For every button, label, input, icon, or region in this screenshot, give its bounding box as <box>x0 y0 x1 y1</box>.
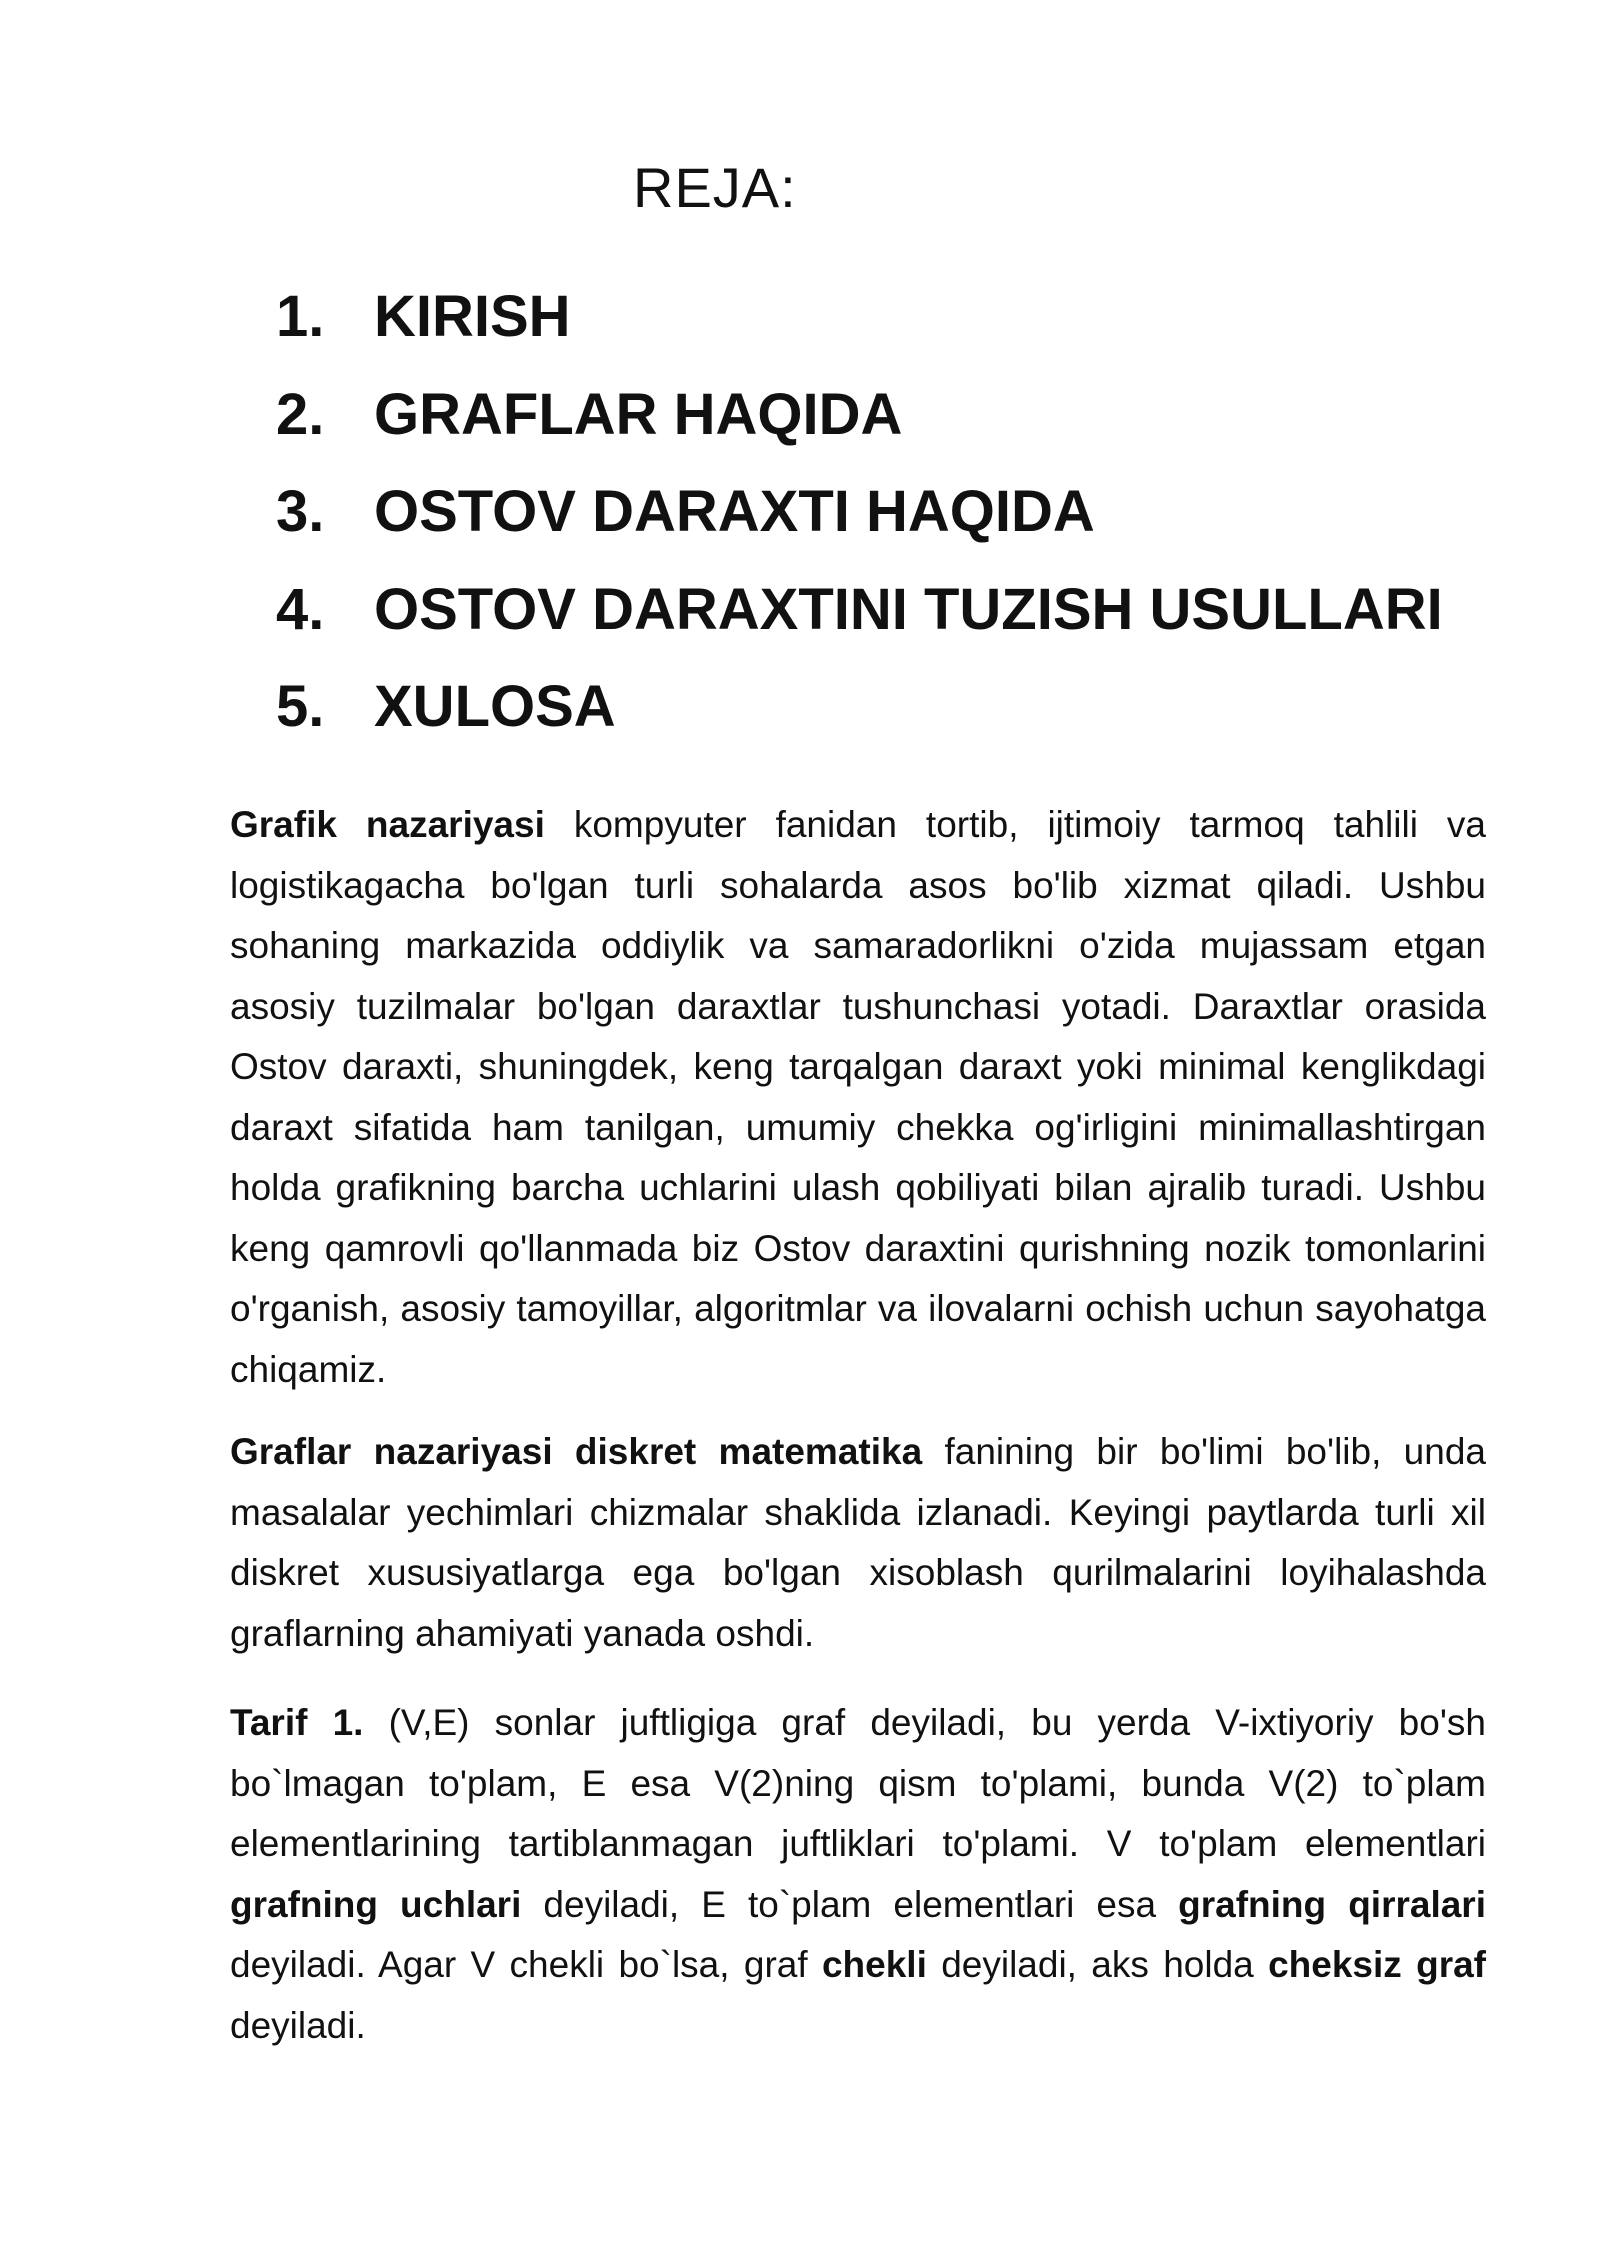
bold-term: chekli <box>821 1944 927 1985</box>
paragraph-text: deyiladi. <box>230 2004 366 2046</box>
plan-item-label: GRAFLAR HAQIDA <box>374 381 903 447</box>
paragraph-intro <box>230 795 1486 1400</box>
page-title: REJA: <box>633 156 797 219</box>
plan-item <box>276 674 1443 776</box>
plan-item <box>276 381 1443 484</box>
plan-item-label: OSTOV DARAXTINI TUZISH USULLARI <box>374 576 1443 642</box>
definition-label: Tarif 1. <box>230 1702 364 1743</box>
plan-list <box>276 284 1443 776</box>
bold-term: grafning qirralari <box>1178 1883 1486 1925</box>
plan-item-number: 5. <box>276 674 325 739</box>
plan-item <box>276 576 1443 679</box>
plan-item <box>276 284 1443 386</box>
paragraph-text: (V,E) sonlar juftligiga graf deyiladi, bu yerda V-ixtiyoriy bo'sh bo`lmagan to'plam, E esa V(2)ning qism to'plami, bunda V(2) to`plam elementlarining tartiblanmagan juftliklari to'plami. V to'plam elementlari <box>230 1702 1486 1864</box>
paragraph-text: deyiladi. Agar V chekli bo`lsa, graf <box>230 1944 822 1985</box>
plan-item-label: KIRISH <box>374 284 571 349</box>
plan-item-number: 4. <box>276 576 325 642</box>
plan-item <box>276 479 1443 581</box>
paragraph-text: fanining bir bo'limi bo'lib, unda masalalar yechimlari chizmalar shaklida izlanadi. Keyingi paytlarda turli xil diskret xususiyatlarga ega bo'lgan xisoblash qurilmalarini loyihalashda graflarning ahamiyati yanada oshdi. <box>230 1431 1486 1654</box>
plan-item-number: 3. <box>276 479 325 544</box>
paragraph-text: kompyuter fanidan tortib, ijtimoiy tarmoq tahlili va logistikagacha bo'lgan turli sohalarda asos bo'lib xizmat qiladi. Ushbu sohaning markazida oddiylik va samaradorlikni o'zida mujassam etgan asosiy tuzilmalar bo'lgan daraxtlar tushunchasi yotadi. Daraxtlar orasida Ostov daraxti, shuningdek, keng tarqalgan daraxt yoki minimal kenglikdagi daraxt sifatida ham tanilgan, umumiy chekka og'irligini minimallashtirgan holda grafikning barcha uchlarini ulash qobiliyati bilan ajralib turadi. Ushbu keng qamrovli qo'llanmada biz Ostov daraxtini qurishning nozik tomonlarini o'rganish, asosiy tamoyillar, algoritmlar va ilovalarni ochish uchun sayohatga chiqamiz. <box>230 804 1486 1390</box>
plan-item-number: 2. <box>276 381 325 447</box>
plan-item-label: OSTOV DARAXTI HAQIDA <box>374 479 1095 544</box>
paragraph-graph-theory <box>230 1422 1486 1664</box>
bold-term: cheksiz graf <box>1268 1944 1486 1985</box>
paragraph-text: deyiladi, aks holda <box>926 1944 1269 1985</box>
paragraph-definition <box>230 1693 1486 2056</box>
plan-item-number: 1. <box>276 284 325 349</box>
plan-item-label: XULOSA <box>374 674 616 739</box>
bold-term: Graflar nazariyasi diskret matematika <box>230 1431 923 1472</box>
bold-term: grafning uchlari <box>230 1883 522 1925</box>
bold-term: Grafik nazariyasi <box>230 804 545 845</box>
paragraph-text: deyiladi, E to`plam elementlari esa <box>521 1883 1179 1925</box>
